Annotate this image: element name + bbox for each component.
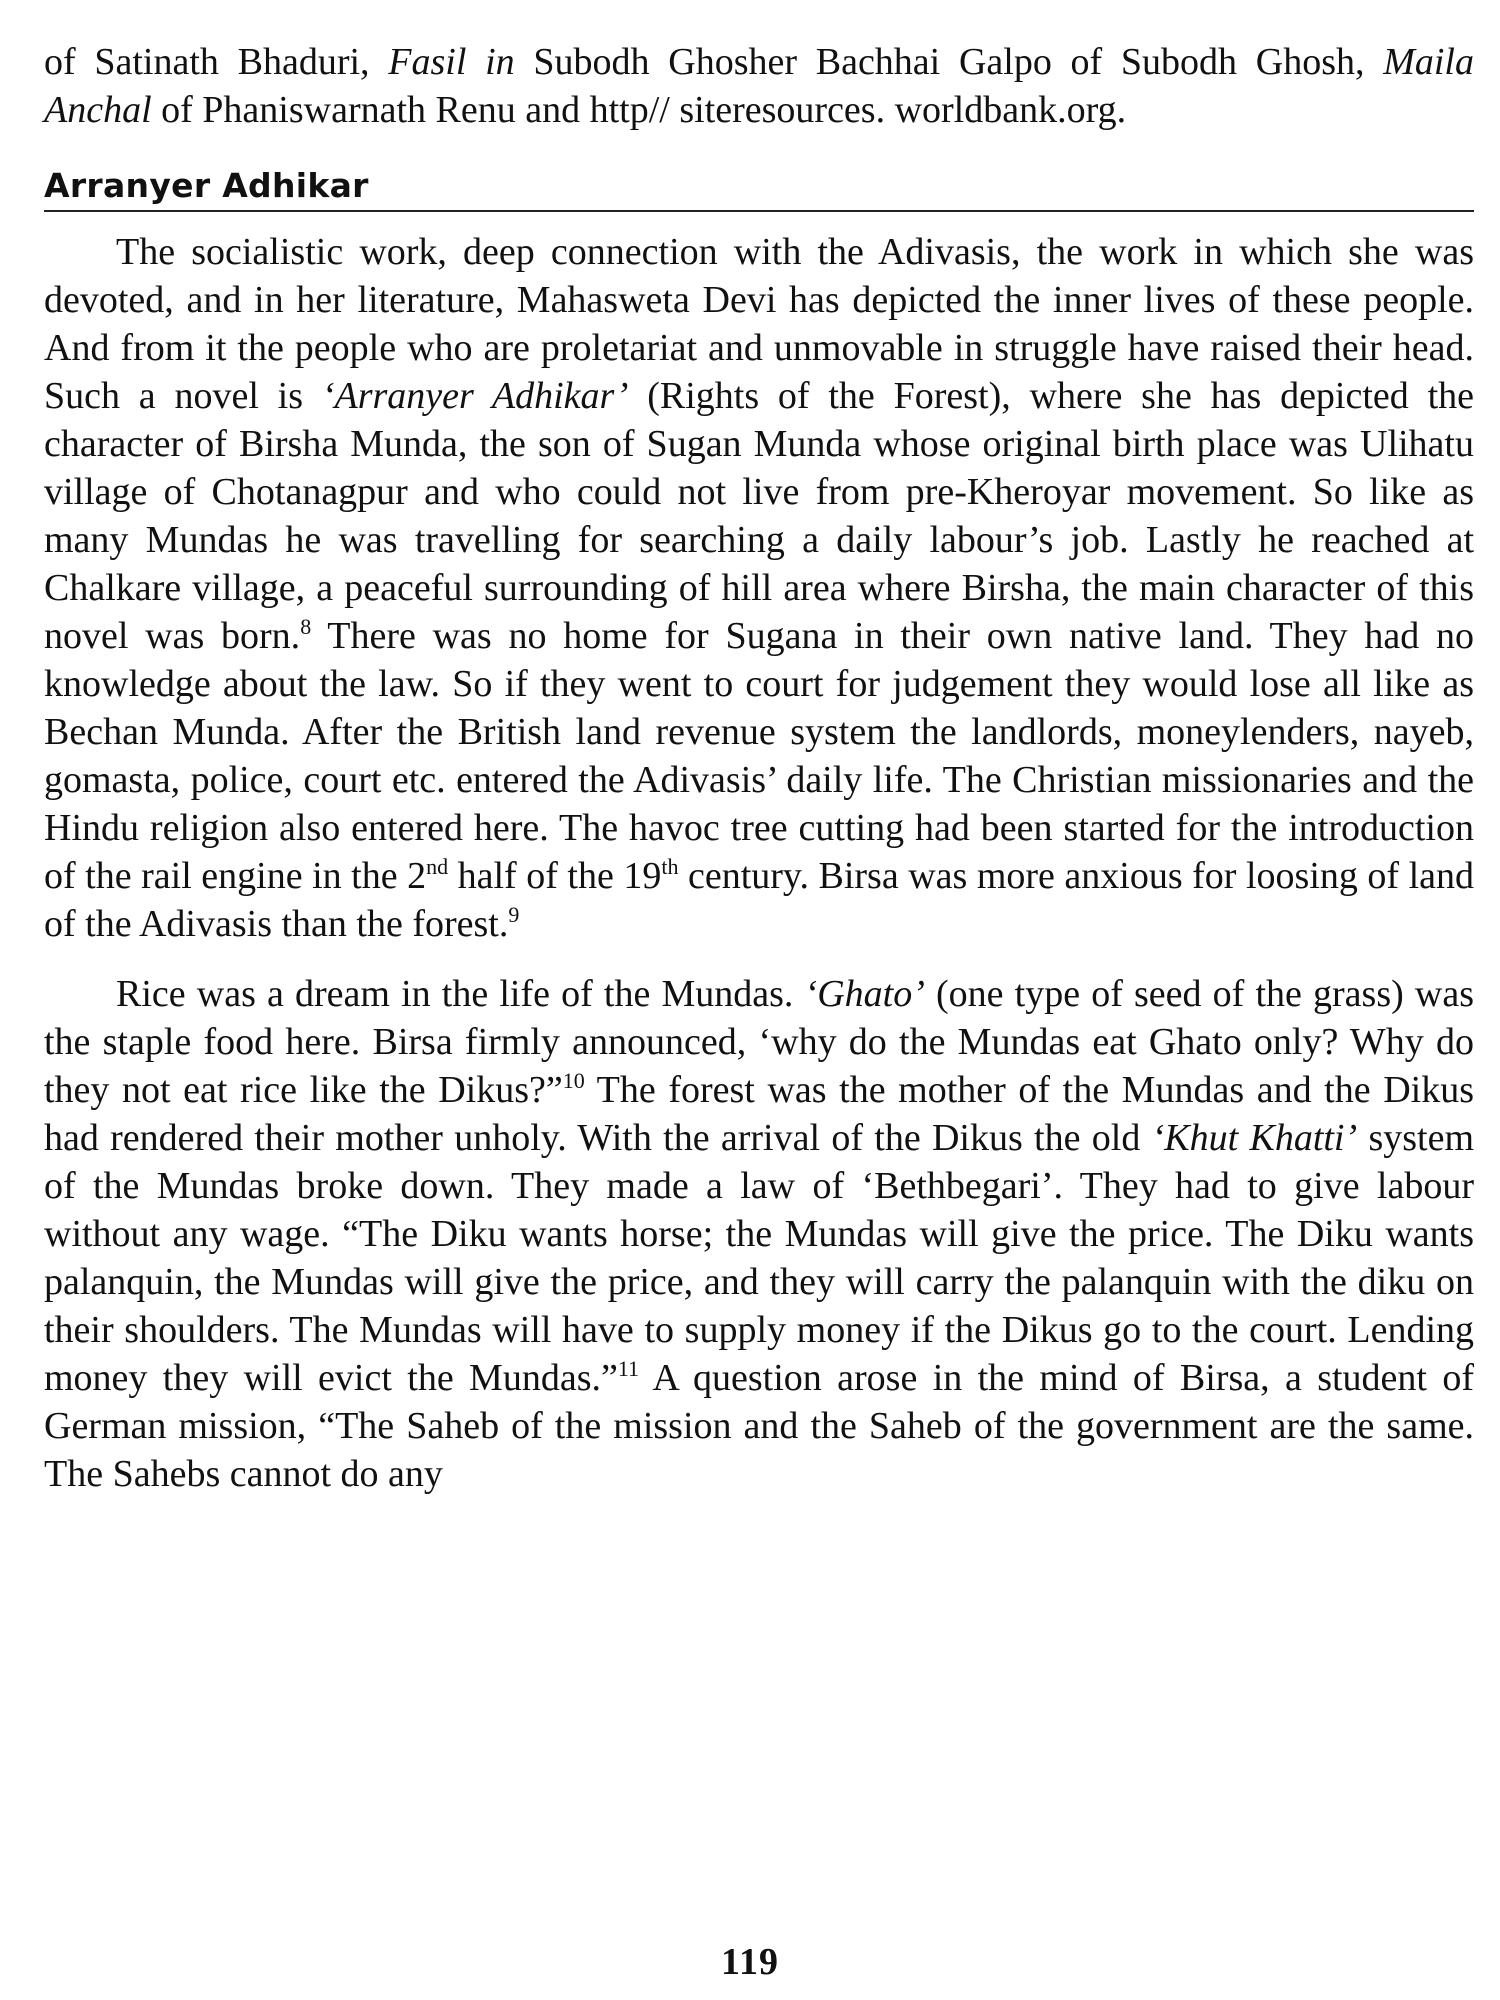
intro-italic-title: Fasil in (388, 41, 515, 83)
footnote-ref: 10 (562, 1068, 585, 1093)
footnote-ref: 8 (300, 614, 312, 639)
section-heading: Arranyer Adhikar (44, 166, 369, 205)
page-number: 119 (721, 1941, 779, 1983)
intro-paragraph (44, 38, 1474, 134)
paragraph-text: (Rights of the Forest), where she has depicted the character of Birsha Munda, the son of Sugan Munda whose original birth place was Ulihatu village of Chotanagpur and who could not live from pre-Kheroyar movement. So like as many Mundas he was travelling for searching a daily labour’s job. Lastly he reached at Chalkare village, a peaceful surrounding of hill area where Birsha, the main character of this novel was born. (44, 375, 1474, 657)
italic-title: ‘Arranyer Adhikar’ (321, 375, 629, 417)
italic-term: ‘Ghato’ (804, 973, 925, 1015)
paragraph-text: The forest was the mother of the Mundas and the Dikus had rendered their mother unholy. With the arrival of the Dikus the old (44, 1069, 1474, 1159)
ordinal-suffix: nd (426, 854, 449, 879)
intro-text: of Phaniswarnath Renu and http// siteresources. worldbank.org. (151, 89, 1127, 131)
paragraph-text: (one type of seed of the grass) was the staple food here. Birsa firmly announced, ‘why do the Mundas eat Ghato only? Why do they not eat rice like the Dikus?” (44, 973, 1474, 1111)
paragraph-text: There was no home for Sugana in their own native land. They had no knowledge about the law. So if they went to court for judgement they would lose all like as Bechan Munda. After the British land revenue system the landlords, moneylenders, nayeb, gomasta, police, court etc. entered the Adivasis’ daily life. The Christian missionaries and the Hindu religion also entered here. The havoc tree cutting had been started for the introduction of the rail engine in the 2 (44, 615, 1474, 897)
section-heading-rule (44, 164, 1474, 212)
intro-text: Subodh Ghosher Bachhai Galpo of Subodh Ghosh, (514, 41, 1384, 83)
intro-italic-title: Maila Anchal (44, 41, 1474, 131)
paragraph-1 (44, 228, 1474, 948)
footnote-ref: 9 (508, 902, 520, 927)
paragraph-text: system of the Mundas broke down. They made a law of ‘Bethbegari’. They had to give labour without any wage. “The Diku wants horse; the Mundas will give the price. The Diku wants palanquin, the Mundas will give the price, and they will carry the palanquin with the diku on their shoulders. The Mundas will have to supply money if the Dikus go to the court. Lending money they will evict the Mundas.” (44, 1117, 1475, 1399)
paragraph-2 (44, 970, 1474, 1498)
italic-term: ‘Khut Khatti’ (1151, 1117, 1358, 1159)
book-page (44, 38, 1474, 1498)
paragraph-text: half of the 19 (448, 855, 662, 897)
intro-text: of Satinath Bhaduri, (44, 41, 389, 83)
paragraph-text: A question arose in the mind of Birsa, a student of German mission, “The Saheb of the mission and the Saheb of the government are the same. The Sahebs cannot do any (44, 1357, 1474, 1495)
ordinal-suffix: th (661, 854, 679, 879)
paragraph-text: century. Birsa was more anxious for loosing of land of the Adivasis than the forest. (44, 855, 1474, 945)
paragraph-text: Rice was a dream in the life of the Mundas. (116, 973, 805, 1015)
footnote-ref: 11 (617, 1356, 640, 1381)
paragraph-text: The socialistic work, deep connection with the Adivasis, the work in which she was devoted, and in her literature, Mahasweta Devi has depicted the inner lives of these people. And from it the people who are proletariat and unmovable in struggle have raised their head. Such a novel is (44, 231, 1474, 417)
